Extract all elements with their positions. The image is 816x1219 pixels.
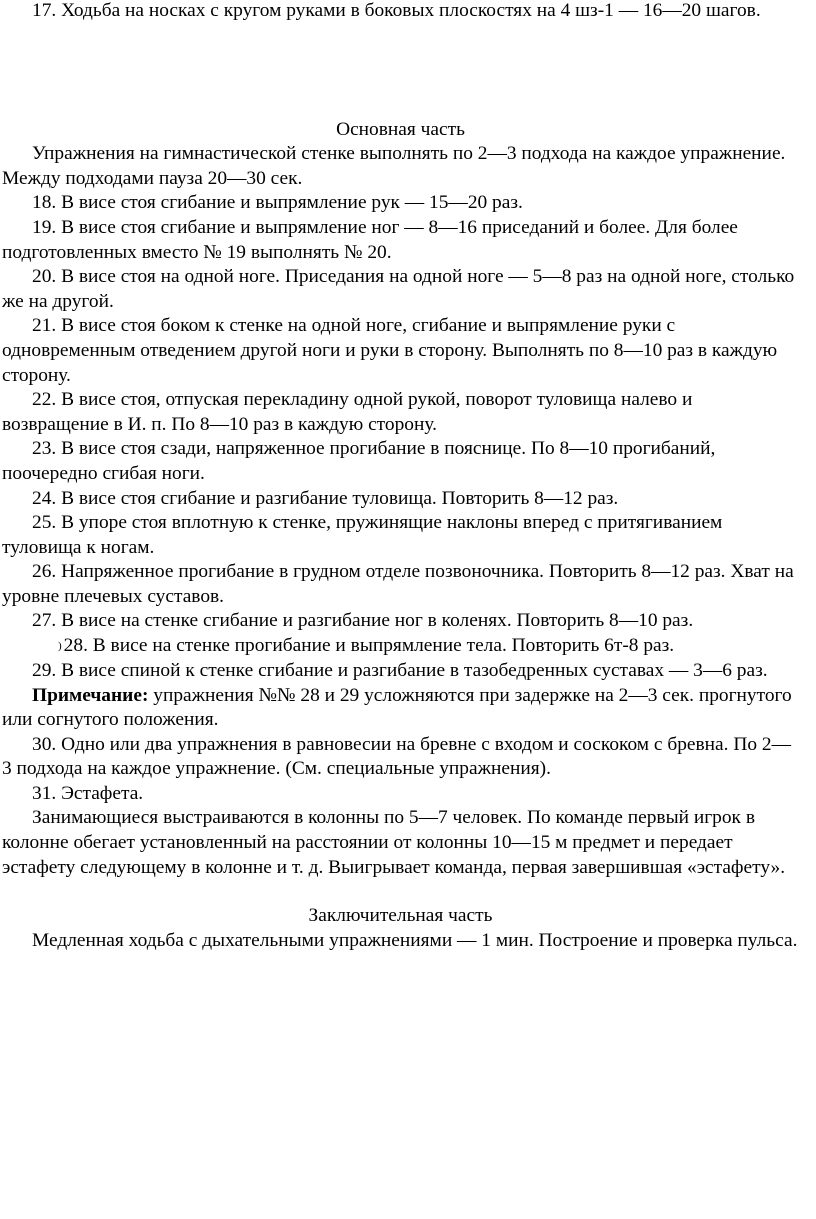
exercise-28 (2, 634, 799, 659)
section-spacer (2, 24, 799, 118)
exercise-21: 21. В висе стоя боком к стенке на одной ноге, сгибание и выпрямление руки с одновременным отведением другой ноги и руки в сторону. Выполнять по 8—10 раз в каждую сторону. (2, 315, 778, 386)
exercise-18: 18. В висе стоя сгибание и выпрямление рук — 15—20 раз. (32, 192, 523, 214)
relay-description: Занимающиеся выстраиваются в колонны по 5—7 человек. По команде первый игрок в колонне обегает установленный на расстоянии от колонны 10—15 м предмет и передает эстафету следующему в колонне и т. д. Выигрывает команда, первая завершившая «эстафету». (2, 807, 786, 878)
exercise-17: 17. Ходьба на носках с кругом руками в боковых плоскостях на 4 шз-1 — 16—20 шагов. (32, 0, 761, 21)
final-part-heading: Заключительная часть (308, 905, 493, 927)
exercise-20: 20. В висе стоя на одной ноге. Приседания на одной ноге — 5—8 раз на одной ноге, столько же на другой. (2, 266, 795, 312)
exercise-22: 22. В висе стоя, отпуская перекладину одной рукой, поворот туловища налево и возвращение в И. п. По 8—10 раз в каждую сторону. (2, 389, 693, 435)
stray-mark: ) (58, 640, 62, 653)
main-part-heading: Основная часть (336, 118, 465, 140)
exercise-25: 25. В упоре стоя вплотную к стенке, пружинящие наклоны вперед с притягиванием туловища к ногам. (2, 512, 723, 558)
final-part-text: Медленная ходьба с дыхательными упражнениями — 1 мин. Построение и проверка пульса. (32, 929, 798, 951)
exercise-26: 26. Напряженное прогибание в грудном отделе позвоночника. Повторить 8—12 раз. Хват на уровне плечевых суставов. (2, 561, 794, 607)
exercise-24: 24. В висе стоя сгибание и разгибание туловища. Повторить 8—12 раз. (32, 487, 619, 509)
note-text: упражнения №№ 28 и 29 усложняются при задержке на 2—3 сек. прогнутого или согнутого положения. (2, 684, 792, 731)
exercise-19: 19. В висе стоя сгибание и выпрямление ног — 8—16 приседаний и более. Для более подготовленных вместо № 19 выполнять № 20. (2, 216, 738, 263)
exercise-28-text: 28. В висе на стенке прогибание и выпрямление тела. Повторить 6т-8 раз. (63, 635, 675, 657)
exercise-30: 30. Одно или два упражнения в равновесии на бревне с входом и соскоком с бревна. По 2—3 подхода на каждое упражнение. (См. специальные упражнения). (2, 733, 791, 780)
main-part-intro: Упражнения на гимнастической стенке выполнять по 2—3 подхода на каждое упражнение. Между подходами пауза 20—30 сек. (2, 143, 786, 189)
section-spacer (2, 880, 799, 904)
exercise-27: 27. В висе на стенке сгибание и разгибание ног в коленях. Повторить 8—10 раз. (32, 610, 694, 632)
exercise-31: 31. Эстафета. (32, 782, 144, 804)
note (2, 684, 799, 733)
exercise-29: 29. В висе спиной к стенке сгибание и разгибание в тазобедренных суставах — 3—6 раз. (32, 659, 768, 681)
exercise-23: 23. В висе стоя сзади, напряженное прогибание в пояснице. По 8—10 прогибаний, поочередно сгибая ноги. (2, 438, 716, 484)
note-label: Примечание: (32, 684, 149, 706)
